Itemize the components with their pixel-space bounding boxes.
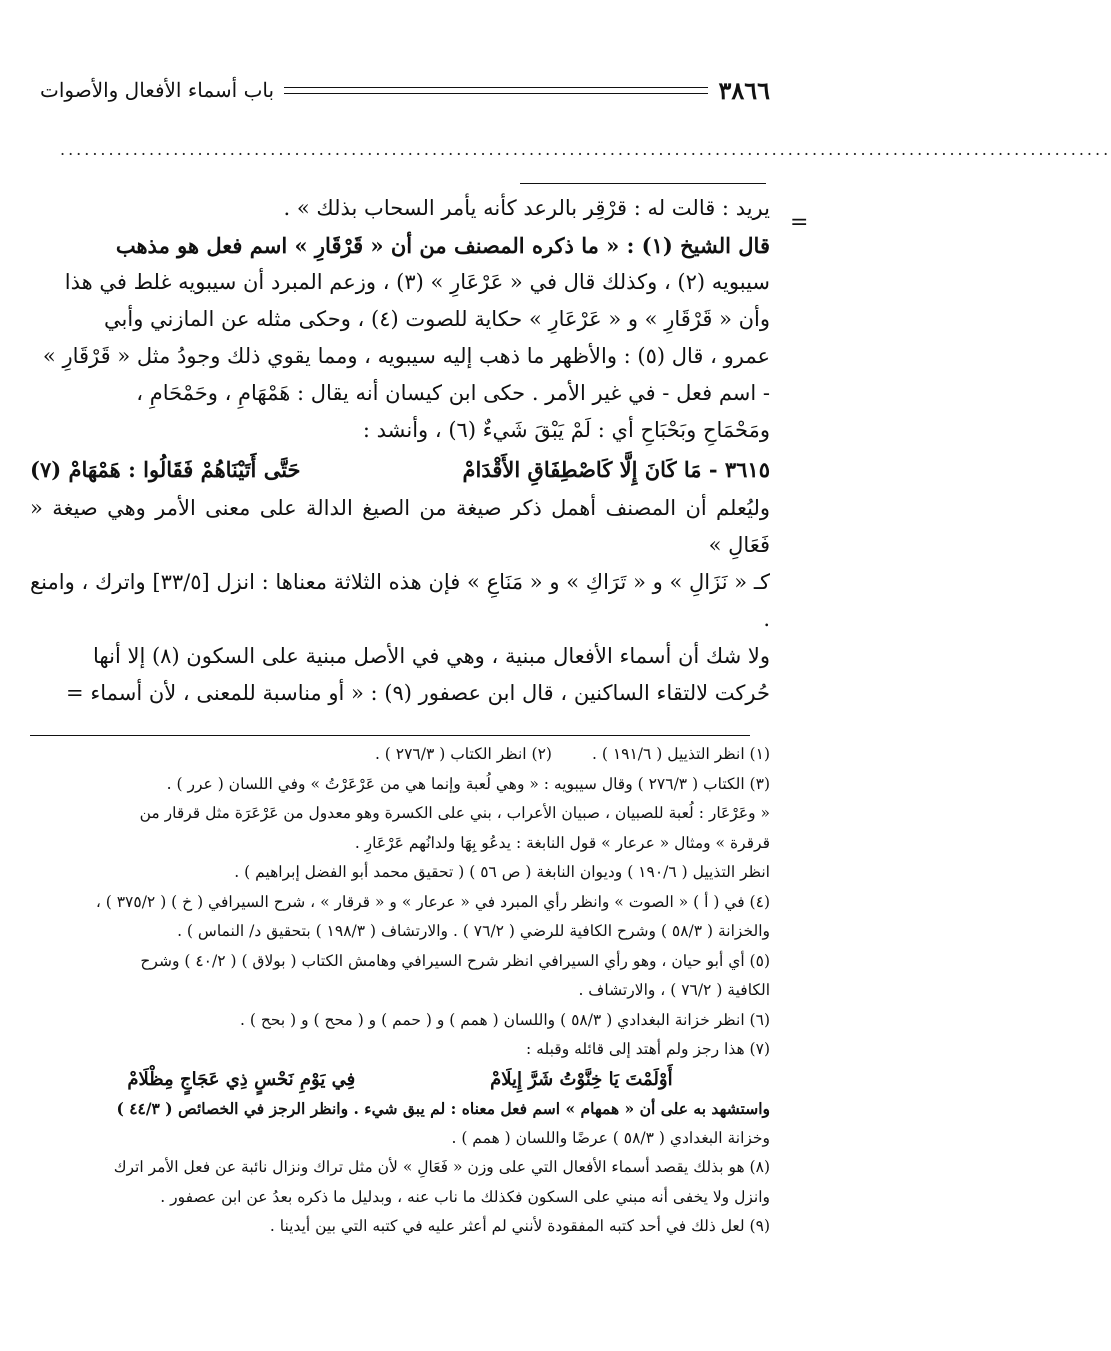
- footnote-line: (٧) هذا رجز ولم أهتد إلى قائله وقبله :: [526, 1040, 770, 1058]
- footnote-line: واستشهد به على أن « همهام » اسم فعل معناه : لم يبق شيء . وانظر الرجز في الخصائص ( ٤٤/٣ ): [116, 1099, 770, 1118]
- footnote-line: (٦) انظر خزانة البغدادي ( ٥٨/٣ ) واللسان ( همم ) و ( حمم ) و ( محح ) و ( بحح ) .: [240, 1010, 770, 1029]
- text-line: وليُعلم أن المصنف أهمل ذكر صيغة من الصيغ الدالة على معنى الأمر وهي صيغة « فَعَالِ »: [30, 496, 770, 557]
- text-line: قال الشيخ (١) : « ما ذكره المصنف من أن « قَرْقَارِ » اسم فعل هو مذهب: [115, 233, 770, 258]
- text-line: وأن « قَرْقَارِ » و « عَرْعَارِ » حكاية للصوت (٤) ، وحكى مثله عن المازني وأبي: [104, 307, 770, 331]
- text-line: كـ « نَزَالِ » و « تَرَاكِ » و « مَنَاعِ » فإن هذه الثلاثة معناها : انزل [٣٣/٥] واترك ، وامنع .: [30, 570, 770, 631]
- dotted-separator: ..................................................................................................................................: [60, 140, 1111, 159]
- continuation-mark: =: [790, 210, 809, 235]
- verse-hemistich-second: حَتَّى أَتَيْنَاهُمْ فَقَالُوا : هَمْهَامْ (٧): [30, 457, 301, 482]
- footnotes: [30, 740, 770, 1242]
- text-line: ومَحْمَاحِ وبَحْبَاحِ أي : لَمْ يَبْقَ شَيءٌ (٦) ، وأنشد :: [362, 418, 770, 442]
- poem-hemistich-first: أَوْلَمْتَ يَا خِنَّوْتُ شَرَّ إِيلَامْ: [490, 1068, 673, 1090]
- verse-hemistich-first: مَا كَانَ إِلَّا كَاصْطِفَاقِ الأَقْدَامْ: [462, 457, 702, 482]
- footnote-2: (٢) انظر الكتاب ( ٢٧٦/٣ ) .: [374, 745, 552, 763]
- footnote-line: وخزانة البغدادي ( ٥٨/٣ ) عرضًا واللسان ( همم ) .: [451, 1128, 770, 1147]
- footnote-separator: [30, 735, 750, 736]
- text-line: يريد : قالت له : قرْقِر بالرعد كأنه يأمر السحاب بذلك » .: [283, 196, 770, 220]
- footnote-line: قرقرة » ومثال « عرعار » قول النابغة : يدعُو بِهَا ولدانُهم عَرْعَارِ .: [354, 833, 770, 852]
- chapter-title: باب أسماء الأفعال والأصوات: [40, 78, 275, 102]
- header-double-rule: [284, 87, 708, 94]
- footnote-line: (٥) أي أبو حيان ، وهو رأي السيرافي انظر شرح السيرافي وهامش الكتاب ( بولاق ) ( ٤٠/٢ ) وشرح: [140, 951, 770, 970]
- verse-number: ٣٦١٥ -: [708, 457, 770, 482]
- page-header: [40, 70, 770, 110]
- footnote-line: (٤) في ( أ ) « الصوت » وانظر رأي المبرد في « عرعار » و « قرقار » ، شرح السيرافي ( خ ) ( ٣٧٥/٢ ) ،: [95, 892, 770, 911]
- poem-hemistich-second: فِي يَوْمِ نَحْسٍ ذِي عَجَاجٍ مِظْلَامْ: [127, 1068, 356, 1090]
- footnote-line: (٣) الكتاب ( ٢٧٦/٣ ) وقال سيبويه : « وهي لُعبة وإنما هي من عَرْعَرْتُ » وفي اللسان ( عرر ) .: [166, 774, 770, 793]
- footnote-pair: [30, 740, 770, 770]
- footnote-1: (١) انظر التذييل ( ١٩١/٦ ) .: [591, 745, 770, 763]
- verse-line: [30, 451, 770, 488]
- footnote-line: والخزانة ( ٥٨/٣ ) وشرح الكافية للرضي ( ٧٦/٢ ) . والارتشاف ( ١٩٨/٣ ) بتحقيق د/ النماس ) .: [177, 922, 770, 940]
- short-rule: [520, 183, 766, 184]
- text-line: حُركت لالتقاء الساكنين ، قال ابن عصفور (٩) : « أو مناسبة للمعنى ، لأن أسماء =: [66, 681, 770, 705]
- page-number: ٣٨٦٦: [718, 75, 770, 105]
- text-line: عمرو ، قال (٥) : والأظهر ما ذهب إليه سيبويه ، ومما يقوي ذلك وجودُ مثل « قَرْقَارِ »: [42, 344, 770, 368]
- footnote-poem: [30, 1065, 770, 1095]
- text-line: - اسم فعل - في غير الأمر . حكى ابن كيسان أنه يقال : هَمْهَامِ ، وحَمْحَامِ ،: [136, 381, 770, 405]
- footnote-line: (٨) هو بذلك يقصد أسماء الأفعال التي على وزن « فَعَالِ » لأن مثل تراك ونزال نائبة عن فعل الأمر اترك: [113, 1158, 770, 1176]
- text-line: ولا شك أن أسماء الأفعال مبنية ، وهي في الأصل مبنية على السكون (٨) إلا أنها: [93, 644, 770, 668]
- text-line: سيبويه (٢) ، وكذلك قال في « عَرْعَارِ » (٣) ، وزعم المبرد أن سيبويه غلط في هذا: [64, 270, 770, 294]
- footnote-line: وانزل ولا يخفى أنه مبني على السكون فكذلك ما ناب عنه ، وبدليل ما ذكره بعدُ عن ابن عصفور .: [160, 1187, 770, 1206]
- main-text: [30, 190, 770, 712]
- footnote-line: « وعَرْعَار : لُعبة للصبيان ، صبيان الأعراب ، بني على الكسرة وهو معدول من عَرْعَرَة مثل قرقار من: [139, 804, 770, 822]
- footnote-line: انظر التذييل ( ١٩٠/٦ ) وديوان النابغة ( ص ٥٦ ) ( تحقيق محمد أبو الفضل إبراهيم ) .: [234, 863, 770, 881]
- footnote-line: الكافية ( ٧٦/٢ ) ، والارتشاف .: [578, 981, 770, 999]
- footnote-line: (٩) لعل ذلك في أحد كتبه المفقودة لأنني لم أعثر عليه في كتبه التي بين أيدينا .: [269, 1217, 770, 1235]
